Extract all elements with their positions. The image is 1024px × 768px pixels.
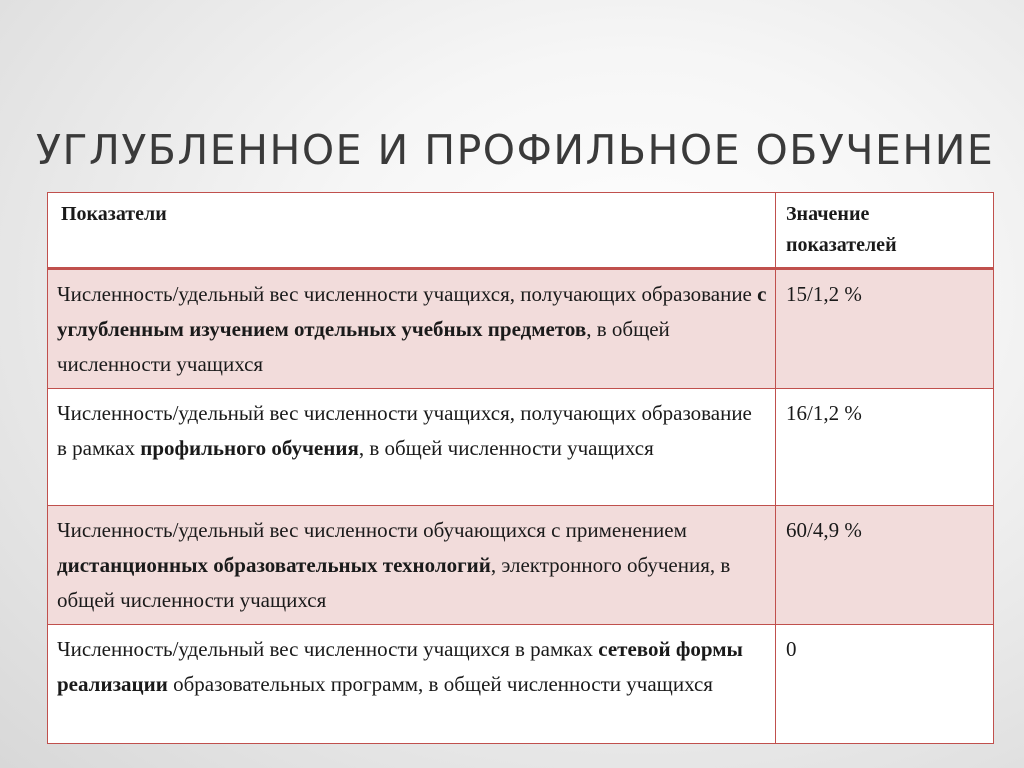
value-cell: 16/1,2 %: [776, 389, 994, 506]
value-cell: 0: [776, 625, 994, 744]
header-values: Значение показателей: [776, 193, 994, 269]
indicator-text-end: образовательных программ, в общей численности учащихся: [167, 672, 713, 696]
indicator-emphasis: профильного обучения: [140, 436, 359, 460]
indicators-table-container: [47, 192, 993, 744]
indicator-text: Численность/удельный вес численности учащихся, получающих образование в рамках: [57, 401, 752, 460]
table-row: [48, 506, 994, 625]
indicator-cell: [48, 506, 776, 625]
indicator-cell: [48, 269, 776, 389]
table-row: [48, 269, 994, 389]
indicators-table: [47, 192, 994, 744]
value-cell: 60/4,9 %: [776, 506, 994, 625]
table-header-row: [48, 193, 994, 269]
value-cell: 15/1,2 %: [776, 269, 994, 389]
indicator-cell: [48, 389, 776, 506]
indicator-text: Численность/удельный вес численности учащихся, получающих образование: [57, 282, 758, 306]
header-indicators: Показатели: [48, 193, 776, 269]
indicator-cell: [48, 625, 776, 744]
table-row: [48, 625, 994, 744]
indicator-text-end: , электронного обучения, в общей численности учащихся: [57, 553, 731, 612]
indicator-text-end: , в общей численности учащихся: [358, 436, 654, 460]
indicator-emphasis: сетевой формы реализации: [57, 637, 743, 696]
indicator-text: Численность/удельный вес численности обучающихся с применением: [57, 518, 687, 542]
indicator-text: Численность/удельный вес численности учащихся в рамках: [57, 637, 599, 661]
indicator-text-end: , в общей численности учащихся: [57, 317, 670, 376]
slide-title: УГЛУБЛЕННОЕ И ПРОФИЛЬНОЕ ОБУЧЕНИЕ: [36, 126, 995, 174]
indicator-emphasis: с углубленным изучением отдельных учебных предметов: [57, 282, 767, 341]
indicator-emphasis: дистанционных образовательных технологий: [57, 553, 491, 577]
table-row: [48, 389, 994, 506]
